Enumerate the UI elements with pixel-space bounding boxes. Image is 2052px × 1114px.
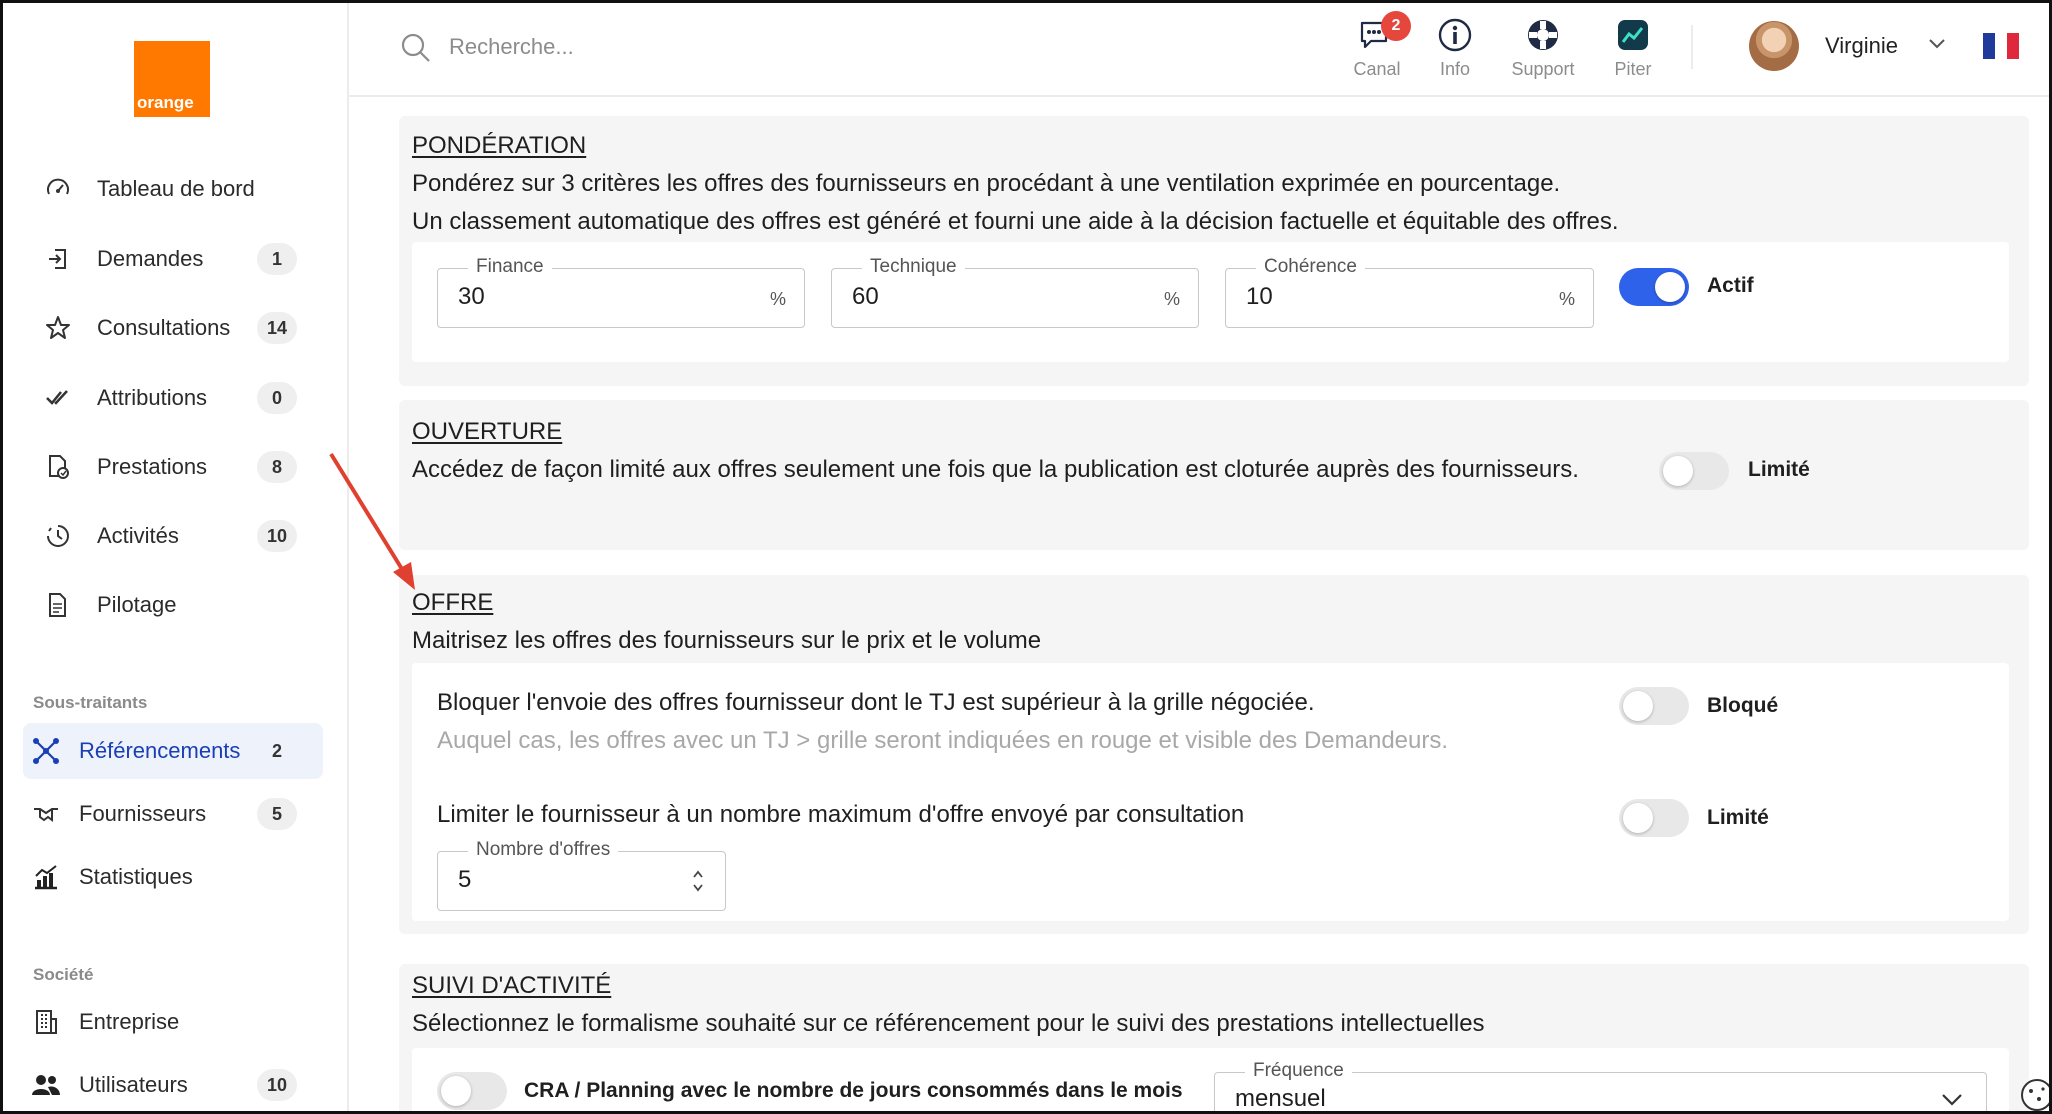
block-toggle-label: Bloqué — [1707, 694, 1779, 717]
cra-toggle[interactable] — [437, 1072, 507, 1110]
topbar-divider — [1691, 25, 1693, 69]
suivi-card — [399, 964, 2029, 1111]
percent-unit: % — [1558, 289, 1575, 309]
search-icon — [401, 33, 431, 68]
sidebar-item-label: Entreprise — [79, 1009, 180, 1034]
frequency-value: mensuel — [1235, 1085, 1326, 1111]
cra-toggle-label: CRA / Planning avec le nombre de jours consommés dans le mois — [524, 1079, 1183, 1102]
limit-option-text: Limiter le fournisseur à un nombre maximum d'offre envoyé par consultation — [437, 801, 1245, 828]
building-icon — [31, 1007, 61, 1037]
handshake-icon — [31, 799, 61, 829]
ponderation-desc-1: Pondérez sur 3 critères les offres des fournisseurs en procédant à une ventilation exprimée en pourcentage. — [412, 170, 1561, 197]
sidebar-item-label: Attributions — [97, 385, 208, 410]
ponderation-toggle-label: Actif — [1707, 274, 1754, 297]
block-option-subtext: Auquel cas, les offres avec un TJ > grille seront indiquées en rouge et visible des Demandeurs. — [437, 727, 1449, 754]
sidebar-item-demandes[interactable] — [23, 231, 323, 287]
clock-history-icon — [43, 521, 73, 551]
technique-input[interactable] — [852, 283, 1132, 311]
finance-input[interactable] — [458, 283, 738, 311]
block-toggle[interactable] — [1619, 687, 1689, 725]
count-badge: 8 — [257, 451, 297, 483]
toggle-knob — [441, 1076, 471, 1106]
count-badge: 10 — [257, 1069, 297, 1101]
toggle-knob — [1623, 691, 1653, 721]
coherence-label: Cohérence — [1256, 256, 1365, 278]
sidebar-item-consultations[interactable] — [23, 300, 323, 356]
count-badge: 2 — [271, 740, 282, 761]
username[interactable]: Virginie — [1825, 33, 1898, 58]
offer-count-field[interactable] — [437, 839, 726, 911]
offre-title: OFFRE — [412, 589, 494, 616]
percent-unit: % — [1163, 289, 1180, 309]
offre-desc: Maitrisez les offres des fournisseurs sur le prix et le volume — [412, 627, 1042, 654]
suivi-title: SUIVI D'ACTIVITÉ — [412, 972, 612, 999]
ouverture-desc: Accédez de façon limité aux offres seulement une fois que la publication est cloturée auprès des fournisseurs. — [412, 456, 1579, 483]
sidebar-item-attributions[interactable] — [23, 370, 323, 426]
toggle-knob — [1623, 803, 1653, 833]
gauge-icon — [43, 174, 73, 204]
support-label: Support — [1511, 59, 1575, 79]
section-title-sous-traitants: Sous-traitants — [33, 693, 148, 712]
main-content — [349, 97, 2049, 1111]
chevron-down-icon — [1940, 1091, 1964, 1111]
login-icon — [43, 244, 73, 274]
ponderation-title: PONDÉRATION — [412, 132, 587, 159]
file-text-icon — [43, 590, 73, 620]
sidebar-item-label: Activités — [97, 523, 179, 548]
sidebar-item-utilisateurs[interactable] — [23, 1057, 323, 1113]
orange-logo[interactable] — [134, 41, 210, 117]
count-badge: 1 — [257, 243, 297, 275]
suivi-desc: Sélectionnez le formalisme souhaité sur ce référencement pour le suivi des prestations intellectuelles — [412, 1010, 1485, 1037]
sidebar-item-label: Utilisateurs — [79, 1072, 188, 1097]
offer-count-label: Nombre d'offres — [468, 839, 618, 861]
sidebar-item-prestations[interactable] — [23, 439, 323, 495]
ouverture-toggle[interactable] — [1659, 452, 1729, 490]
info-label: Info — [1439, 59, 1471, 79]
sidebar-item-label: Fournisseurs — [79, 801, 207, 826]
double-check-icon — [43, 383, 73, 413]
count-badge: 5 — [257, 798, 297, 830]
sidebar-item-entreprise[interactable] — [23, 994, 323, 1050]
ouverture-toggle-label: Limité — [1748, 458, 1810, 481]
sidebar-item-label: Prestations — [97, 454, 208, 479]
lifebuoy-icon — [1503, 17, 1583, 53]
sidebar-item-label: Référencements — [79, 738, 241, 763]
ponderation-inner — [412, 242, 2009, 362]
offre-inner — [412, 663, 2009, 921]
count-badge: 0 — [257, 382, 297, 414]
french-flag-icon[interactable] — [1983, 33, 2019, 59]
sidebar-item-referencements[interactable] — [23, 723, 323, 779]
offer-count-input[interactable] — [458, 866, 658, 894]
star-icon — [43, 313, 73, 343]
sidebar-item-tableau-de-bord[interactable] — [23, 161, 323, 217]
sidebar — [3, 3, 349, 1114]
finance-field[interactable] — [437, 256, 805, 328]
chevron-down-icon[interactable] — [1927, 37, 1947, 56]
users-icon — [31, 1070, 61, 1100]
section-title-societe: Société — [33, 965, 94, 984]
sidebar-item-activites[interactable] — [23, 508, 323, 564]
finance-label: Finance — [468, 256, 552, 278]
frequency-label: Fréquence — [1245, 1060, 1352, 1082]
offre-card — [399, 575, 2029, 934]
ponderation-card — [399, 116, 2029, 386]
network-icon — [31, 736, 61, 766]
suivi-inner — [412, 1048, 2009, 1111]
stepper-arrows-icon[interactable] — [691, 868, 705, 899]
piter-app-icon — [1593, 17, 1673, 53]
piter-button[interactable] — [1593, 17, 1673, 83]
cookie-icon[interactable] — [2019, 1077, 2052, 1114]
annotation-arrow-icon — [325, 448, 425, 598]
sidebar-item-pilotage[interactable] — [23, 577, 323, 633]
ouverture-card — [399, 400, 2029, 550]
block-option-text: Bloquer l'envoie des offres fournisseur dont le TJ est supérieur à la grille négociée. — [437, 689, 1315, 716]
sidebar-item-fournisseurs[interactable] — [23, 786, 323, 842]
canal-label: Canal — [1353, 59, 1401, 79]
frequency-select[interactable] — [1214, 1060, 1987, 1111]
sidebar-item-label: Tableau de bord — [97, 176, 255, 201]
toggle-knob — [1663, 456, 1693, 486]
chart-icon — [31, 862, 61, 892]
limit-toggle-label: Limité — [1707, 806, 1769, 829]
info-button[interactable] — [1415, 17, 1495, 83]
avatar[interactable] — [1749, 21, 1799, 71]
limit-toggle[interactable] — [1619, 799, 1689, 837]
document-check-icon — [43, 452, 73, 482]
count-badge: 10 — [257, 520, 297, 552]
ponderation-desc-2: Un classement automatique des offres est généré et fourni une aide à la décision factuelle et équitable des offres. — [412, 208, 1619, 235]
sidebar-item-label: Consultations — [97, 315, 231, 340]
technique-field[interactable] — [831, 256, 1199, 328]
notification-badge: 2 — [1381, 11, 1411, 41]
ponderation-toggle[interactable] — [1619, 268, 1689, 306]
info-icon — [1415, 17, 1495, 53]
support-button[interactable] — [1503, 17, 1583, 83]
piter-label: Piter — [1614, 59, 1652, 79]
search-input[interactable] — [449, 29, 849, 65]
technique-label: Technique — [862, 256, 965, 278]
topbar — [349, 3, 2049, 97]
coherence-input[interactable] — [1246, 283, 1526, 311]
percent-unit: % — [769, 289, 786, 309]
sidebar-item-label: Demandes — [97, 246, 204, 271]
logo-text: orange — [137, 93, 194, 112]
sidebar-item-label: Pilotage — [97, 592, 177, 617]
count-badge: 14 — [257, 312, 297, 344]
sidebar-item-label: Statistiques — [79, 864, 193, 889]
canal-button[interactable] — [1337, 17, 1417, 83]
ouverture-title: OUVERTURE — [412, 418, 563, 445]
sidebar-item-statistiques[interactable] — [23, 849, 323, 905]
toggle-knob — [1655, 272, 1685, 302]
coherence-field[interactable] — [1225, 256, 1594, 328]
